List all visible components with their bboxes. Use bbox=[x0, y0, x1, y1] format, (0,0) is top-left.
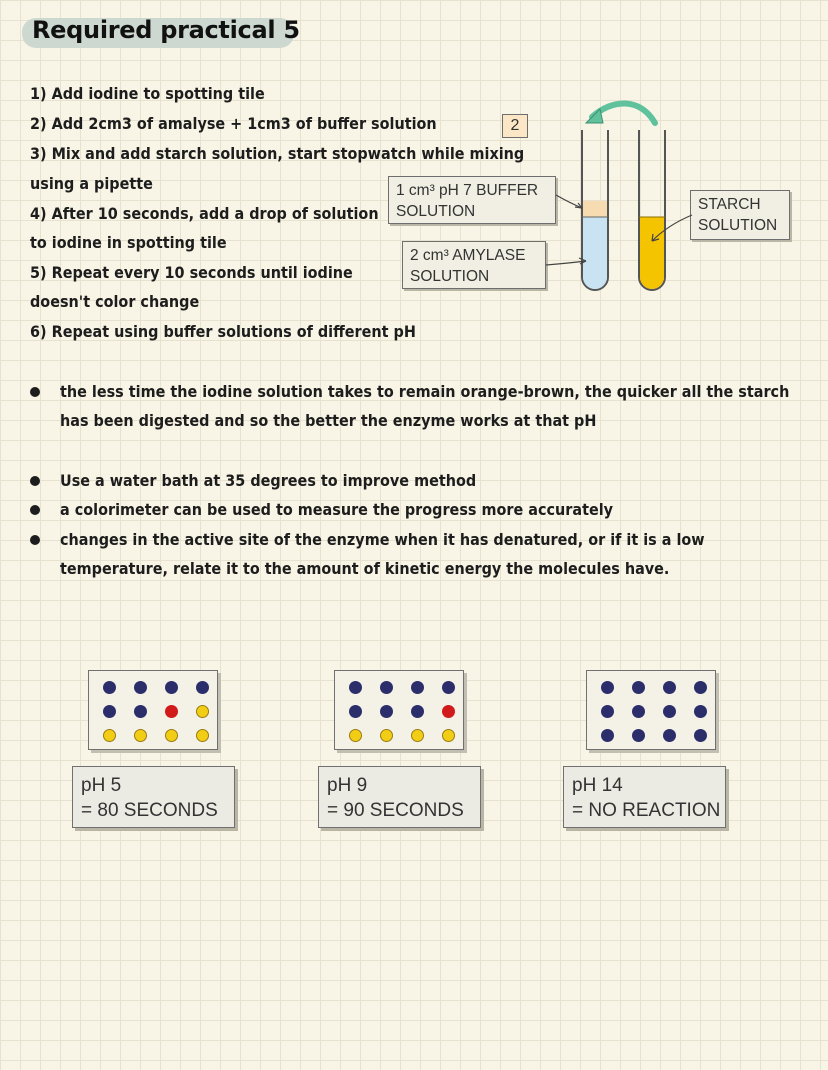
well-yellow bbox=[380, 729, 393, 742]
well-blue bbox=[103, 705, 116, 718]
well-yellow bbox=[411, 729, 424, 742]
bullet-icon bbox=[30, 387, 40, 397]
well-blue bbox=[380, 681, 393, 694]
buffer-label bbox=[388, 176, 556, 224]
amylase-label bbox=[402, 241, 546, 289]
conclusion-text bbox=[60, 377, 789, 435]
buffer-layer bbox=[583, 201, 607, 217]
buffer-pointer-icon bbox=[556, 195, 582, 208]
improvement-1: Use a water bath at 35 degrees to improve method bbox=[60, 471, 477, 490]
result-ph-label: pH 5 bbox=[81, 775, 122, 796]
buffer-label-line1: 1 cm³ pH 7 BUFFER bbox=[396, 182, 539, 199]
well-yellow bbox=[103, 729, 116, 742]
spotting-tile-ph9 bbox=[334, 670, 464, 750]
well-red bbox=[165, 705, 178, 718]
well-blue bbox=[349, 705, 362, 718]
result-box-ph14 bbox=[563, 766, 726, 828]
method-step-3-cont: using a pipette bbox=[30, 174, 153, 193]
method-step-4-cont: to iodine in spotting tile bbox=[30, 233, 227, 252]
page-title: Required practical 5 bbox=[32, 16, 300, 44]
method-step-3: 3) Mix and add starch solution, start stopwatch while mixing bbox=[30, 144, 525, 163]
improvement-3-line-1: changes in the active site of the enzyme when it has denatured, or if it is a low bbox=[60, 530, 705, 549]
improvement-2: a colorimeter can be used to measure the progress more accurately bbox=[60, 500, 614, 519]
result-ph-label: pH 14 bbox=[572, 775, 623, 796]
method-step-5-cont: doesn't color change bbox=[30, 292, 200, 311]
amylase-liquid bbox=[583, 217, 607, 289]
well-blue bbox=[442, 681, 455, 694]
method-step-1: 1) Add iodine to spotting tile bbox=[30, 84, 265, 103]
well-blue bbox=[663, 729, 676, 742]
well-blue bbox=[601, 705, 614, 718]
amylase-label-line2: SOLUTION bbox=[410, 268, 490, 285]
method-step-2: 2) Add 2cm3 of amalyse + 1cm3 of buffer solution bbox=[30, 114, 437, 133]
conclusion-line-1: the less time the iodine solution takes to remain orange-brown, the quicker all the starch bbox=[60, 382, 790, 401]
test-tubes-diagram bbox=[540, 95, 700, 300]
starch-label-line2: SOLUTION bbox=[698, 217, 778, 234]
conclusion-line-2: has been digested and so the better the enzyme works at that pH bbox=[60, 411, 597, 430]
well-red bbox=[442, 705, 455, 718]
well-blue bbox=[134, 681, 147, 694]
well-blue bbox=[601, 729, 614, 742]
starch-liquid bbox=[640, 217, 664, 289]
starch-label bbox=[690, 190, 790, 240]
result-box-ph9 bbox=[318, 766, 481, 828]
well-blue bbox=[103, 681, 116, 694]
result-ph-label: pH 9 bbox=[327, 775, 368, 796]
well-yellow bbox=[134, 729, 147, 742]
well-blue bbox=[196, 681, 209, 694]
spotting-tile-ph5 bbox=[88, 670, 218, 750]
well-blue bbox=[601, 681, 614, 694]
well-blue bbox=[134, 705, 147, 718]
bullet-icon bbox=[30, 476, 40, 486]
well-yellow bbox=[349, 729, 362, 742]
well-blue bbox=[411, 705, 424, 718]
method-step-4: 4) After 10 seconds, add a drop of solution bbox=[30, 204, 379, 223]
result-value: = 80 SECONDS bbox=[81, 800, 218, 821]
well-blue bbox=[349, 681, 362, 694]
result-value: = NO REACTION bbox=[572, 800, 721, 821]
method-step-5: 5) Repeat every 10 seconds until iodine bbox=[30, 263, 353, 282]
step-number-badge: 2 bbox=[502, 114, 528, 138]
well-yellow bbox=[196, 705, 209, 718]
buffer-label-line2: SOLUTION bbox=[396, 203, 476, 220]
result-value: = 90 SECONDS bbox=[327, 800, 464, 821]
well-blue bbox=[663, 705, 676, 718]
well-yellow bbox=[165, 729, 178, 742]
well-blue bbox=[165, 681, 178, 694]
result-box-ph5 bbox=[72, 766, 235, 828]
amylase-pointer-icon bbox=[546, 261, 586, 265]
well-blue bbox=[694, 729, 707, 742]
well-yellow bbox=[196, 729, 209, 742]
bullet-icon bbox=[30, 505, 40, 515]
improvement-3 bbox=[60, 525, 705, 583]
well-blue bbox=[632, 681, 645, 694]
well-blue bbox=[632, 705, 645, 718]
well-blue bbox=[694, 705, 707, 718]
well-blue bbox=[632, 729, 645, 742]
well-blue bbox=[694, 681, 707, 694]
bullet-icon bbox=[30, 535, 40, 545]
improvement-3-line-2: temperature, relate it to the amount of kinetic energy the molecules have. bbox=[60, 559, 670, 578]
well-yellow bbox=[442, 729, 455, 742]
well-blue bbox=[411, 681, 424, 694]
amylase-label-line1: 2 cm³ AMYLASE bbox=[410, 247, 526, 264]
well-blue bbox=[663, 681, 676, 694]
spotting-tile-ph14 bbox=[586, 670, 716, 750]
method-step-6: 6) Repeat using buffer solutions of different pH bbox=[30, 322, 416, 341]
well-blue bbox=[380, 705, 393, 718]
starch-label-line1: STARCH bbox=[698, 196, 761, 213]
